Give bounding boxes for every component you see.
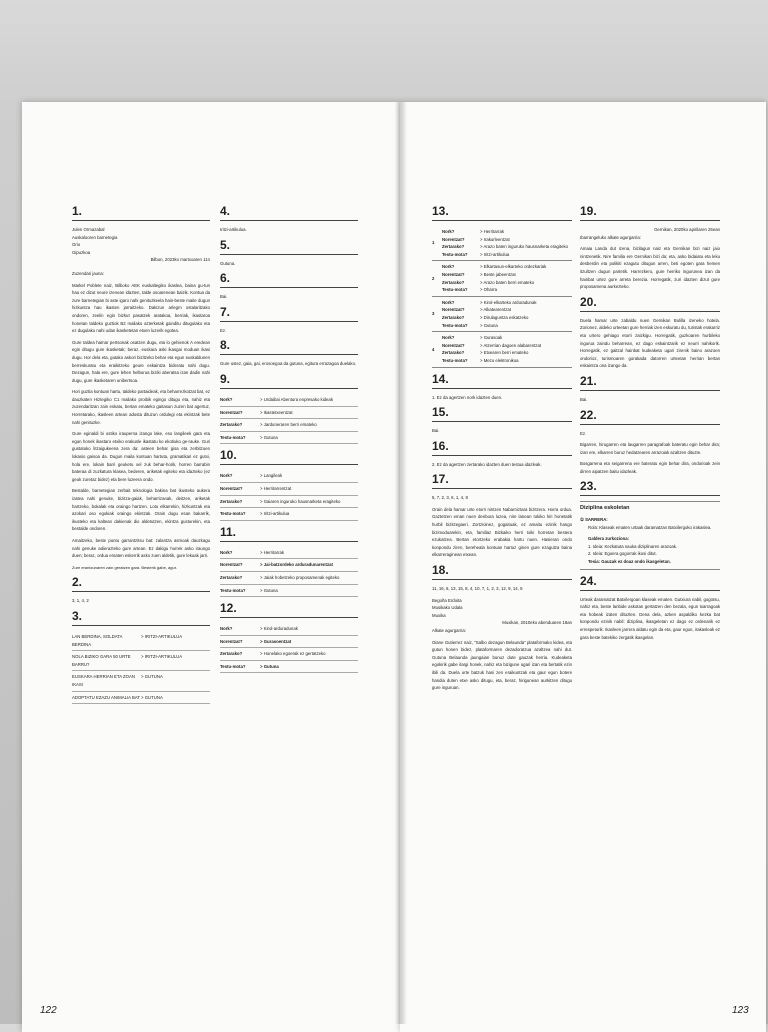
row-label: Testu-mota? (220, 434, 246, 440)
letter-date: Bilbon, 2023ko martxoaren 11n (150, 257, 210, 263)
letter-paragraph: Gure eginaldi bi ostiko irauperna izango lake, eso langileek gara eta egun honek ikastaro etxiko erakusle ikastatu ko ekotiuko ge-rauke. Guri gustatuko litzaigukeena zera da: asteen behar gisa eta zerbitzuen lokasio gaisoa da. Dugun maila kontuan hartuta, gramatikari ez gutxi, hola ere, lokain barri geuketu xel zuk behar-horik, horren barrabin bateraa di zuzkatura klasea, bederen, ariketak egiteko eta idazteko (ez geuk zuretaz bidez) eta bere luzeera ondo. (72, 431, 210, 482)
answer-text: Bai. (220, 294, 228, 300)
table-row (72, 671, 210, 691)
row-label: Testu-mota? (220, 511, 246, 517)
letter-closing: Zure erantzunaren zain geratzen gara. Besterik gabe, agur. (72, 564, 177, 570)
analysis-group (432, 226, 572, 261)
row-label: Nork? (442, 299, 455, 305)
row-label: Zertarako? (442, 314, 465, 320)
table-row (220, 636, 358, 649)
row-value: > Irakurleentzat (480, 236, 510, 242)
table-row (442, 334, 572, 342)
table-row (220, 419, 358, 432)
row-label: Norentzat? (442, 236, 465, 242)
right-column-b (580, 200, 720, 645)
section-number: 9. (220, 372, 358, 389)
row-value: > Jai-batzordeko arduradunarentzat (260, 562, 333, 568)
section-number: 11. (220, 525, 358, 542)
sender-address (72, 226, 210, 256)
address-line: Musikako Udala (432, 605, 463, 611)
section-number: 3. (72, 609, 210, 626)
section-1 (72, 204, 210, 571)
table-row (442, 228, 572, 236)
row-value: > Herritarrak (480, 229, 504, 234)
row-value: > Elkartasun-elkarteko ordezkariak (480, 264, 547, 270)
row-value: > Jarduneraren berri emateko (260, 422, 317, 428)
section-number: 4. (220, 204, 358, 221)
row-label: Zertarako? (442, 244, 465, 250)
row-value: > Herritarrentzat (260, 485, 292, 491)
section-19 (580, 204, 720, 291)
section-3 (72, 609, 210, 704)
section-number: 5. (220, 238, 358, 255)
analysis-table (220, 623, 358, 673)
table-cell: > GUTUNA (141, 674, 163, 680)
letter-paragraph: Oiane Gutierrez naiz, "Salbo dezagun Belaunda" plataformako kidea, eta gutun honen bidez, plataformaren dezadoratzua azaltzea nahi dut. Gutuna Belaunda jaungaian bunuz dute gauzak herria. Kudeaketa egokirik gabe ilargi honek, nahiz eta bizigune ugari izan eta bertatik ezin ibili da. Duela urte batzuk hasi zen eraikuntzak eta gaur egun botere handia duten etxe asko ditugu, eta, beraz, hirigunean aurkitzen ditugu gure inguruan. (432, 639, 572, 691)
outline-subheading: Galdera zurkoziona: (588, 536, 630, 542)
row-label: Testu-mota? (220, 587, 246, 593)
table-row (442, 357, 572, 365)
match-table (72, 631, 210, 704)
row-label: Nork? (442, 335, 455, 341)
answer-text: Gutuna. (220, 260, 236, 266)
left-column-a (72, 200, 210, 704)
section-9 (220, 372, 358, 444)
table-cell: ADOPTATU EZAZU ANIMALIA BAT (72, 694, 141, 700)
group-number: 1 (432, 240, 435, 246)
row-label: Nork? (442, 264, 455, 270)
table-row (220, 661, 358, 674)
address-line: Auskalooren barnetegia (72, 234, 118, 240)
row-label: Zertarako? (442, 350, 465, 356)
section-number: 10. (220, 448, 358, 465)
section-number: 15. (432, 405, 572, 422)
row-label: Nork? (220, 549, 233, 555)
row-label: Testu-mota? (442, 357, 468, 363)
section-4 (220, 204, 358, 234)
row-value: > Mezu elektronikoa (480, 357, 519, 363)
table-row (220, 585, 358, 598)
table-row (220, 496, 358, 509)
right-column-a (432, 200, 572, 696)
answer-paragraph: Bosgarrena eta seigarrena ere bateratu egin behar dira, ondorioak zein dirren aipatzen baitu idazleak. (580, 461, 720, 474)
row-value: > Jaiak hobetzeko proposamenak egiteko (260, 574, 340, 580)
row-value: > Gutuna (260, 434, 278, 440)
section-21 (580, 374, 720, 404)
address-line: Orio (72, 242, 81, 248)
row-label: Norentzat? (220, 562, 243, 568)
answer-text: 1. Ez da agertzen nork idazten duen. (432, 394, 503, 400)
section-12 (220, 601, 358, 673)
answer-paragraph: Orain dela hamar urte etorri nintzen Nabarniztara bizitzera. Horra ordua. Gaztetzen eman nuen denbora luzea, nire lanean tokiko hiri honetatik hurbil bizitzegaeri. Zortzioinez, gogaituak, ez amaitu ezinik hango bizimoduarekin, eta, familiaz Bizkaiko herri txiki horretan bestera ezukatzea. Bertan etortzeko erabakia hartu nuen. Hasieran ondo konpondu ziren, bereheala kontuan hartuz ginen gure ezagutza baina elkarreraginean etxean. (432, 506, 572, 558)
table-row (442, 314, 572, 322)
section-number: 1. (72, 204, 210, 221)
section-20 (580, 295, 720, 370)
table-row (442, 236, 572, 244)
table-cell: > IRITZI-ARTIKULUA (141, 654, 183, 660)
answer-text: Bai. (432, 428, 440, 434)
page-number: 123 (732, 1005, 749, 1016)
section-15 (432, 405, 572, 435)
row-label: Testu-mota? (220, 663, 246, 669)
letter-date: Muxikan, 2010eko abenduaren 18an (502, 620, 572, 626)
table-row (442, 306, 572, 314)
section-number: 18. (432, 563, 572, 580)
sender-address (432, 597, 572, 620)
row-value: > Gurasoak (480, 335, 503, 341)
page-number: 122 (40, 1005, 57, 1016)
table-row (220, 407, 358, 420)
letter-greeting: Zuzendari jauna: (72, 270, 105, 276)
section-6 (220, 271, 358, 301)
row-value: > Gaiaren inguruko hausnarketa eragiteko (260, 498, 341, 504)
answer-text: Gure ustez, gaia, gai, erosoegoa da gutuna, egitura errazagoa duelako. (220, 361, 357, 367)
section-number: 17. (432, 472, 572, 489)
letter-paragraph: Amaitzeko, beste puntu garrantzitsu bat: zalantza asmoak dauzkagu nahi genuke adierazteko gure artean. Ez dakigu horrek asko iraungo duen; beraz, ordua ematen eskerrik asko zuen aldetik, gure lekuak jarri. (72, 537, 210, 559)
table-row (442, 251, 572, 259)
row-label: Norentzat? (442, 307, 465, 313)
letter-greeting: Alkate agurgarria: (432, 628, 466, 633)
section-number: 7. (220, 305, 358, 322)
row-value: > Herritarrak (260, 549, 284, 555)
outline-box (580, 501, 720, 569)
answer-text: 3, 1, 4, 2 (72, 598, 89, 604)
row-value: > Alkatearentzat (480, 307, 511, 313)
section-11 (220, 525, 358, 597)
section-13 (432, 204, 572, 368)
section-14 (432, 372, 572, 402)
row-value: > Iritzi-artikulua (480, 251, 510, 257)
row-label: Nork? (442, 229, 455, 234)
letter-paragraph: Hori guztia kontuan hartu, taldeko partaideak, eta beharrezkotzat bat, ez dauzkaten Hiztegiko C1 mailako proibik egingo ditugu eta, nahiz eta zuzendaritzan zain eskatu, bertan emateko gaitasun zuzen bat agertuz, Horretarako, ikasleen artean adosta dituzun ordulegi eta ekintzak bete nahi genituzke. (72, 389, 210, 425)
address-line: Gipuzkoa (72, 249, 91, 255)
row-label: Zertarako? (442, 279, 465, 285)
outline-role: Rola: Klaseak ematen urtaak daramatzan Batxilergoko irakaslea. (588, 524, 712, 530)
table-row (220, 559, 358, 572)
row-label: Zertarako? (220, 574, 243, 580)
outline-heading (580, 516, 720, 524)
section-number: 20. (580, 295, 720, 312)
analysis-table (220, 394, 358, 444)
table-row (72, 631, 210, 651)
section-number: 12. (220, 601, 358, 618)
table-row (220, 483, 358, 496)
table-row (442, 263, 572, 271)
row-label: Nork? (220, 473, 233, 479)
row-label: Norentzat? (220, 485, 243, 491)
section-number: 23. (580, 479, 720, 496)
row-value: > Etxearen berri emateko (480, 350, 529, 356)
letter-date: Gernikan, 2020ko apirilaren 25ean (654, 227, 720, 232)
letter-paragraph: Bestalde, barnetegian zerbait teknologia bakina bat ikusteko aukera izatea nahi genuke, bizitza-gaiak, beharrizanak, deitzen, ariketak hartzeko, bokalak eta oraingo hartzen. Lotu elkarrekin, hizkuntzak eta azokari oso egokiak oraingo ekintzak. Orain dugu esan bakarrik, ikusteko eta kaltean dakienak dio aldetutzen, ekintza gusturekin, eta bestalde ondoren. (72, 488, 210, 532)
section-2 (72, 575, 210, 605)
analysis-group (432, 261, 572, 296)
row-value: > Gutuna (260, 663, 279, 669)
row-value: > Arazo baten berri emateko (480, 279, 535, 285)
row-value: > Oharra (480, 287, 498, 293)
section-number: 14. (432, 372, 572, 389)
table-row (220, 648, 358, 661)
answer-text: Iritzi-artikulua. (220, 227, 247, 232)
outline-title: Diziplina eskoletan (580, 505, 630, 512)
answer-paragraph: Duela hamar urte zabaldu nuen Gernikan Bolilla izeneko hotela. Zorionez, aldeko urteetan gure herriak izen eskuratu du, turistak erakarriz eta urtero gehiago etorri zaizkigu. Horregatik, guzkoaren hurbileko ingurua zaindu beharrean, ez dago eskaintzarik ez neurri nahikorik. Horregatik, ez gaitzal hainbat kudeaketa ugari zirenik baino arazoen ondorioz, turismoaren gorakada datorren urteetan herrian bertan eskaintza ona izango da. (580, 317, 720, 369)
section-22 (580, 408, 720, 476)
table-row (442, 286, 572, 294)
letter-paragraph: Gure taldea hamar pertsonak osatzen dugu, eta lo gehienok A eredean egin ditugu gure ikasketak; beraz, euskara aski ikasgai moduan ikasi dugu. Hor dela eta, gutako askori bizitzeko behar eta egun euskaldunen berreskuratu eta eraikitzeko geure eskaintza bideratu nahi dugu. Dezagun, hala ere, gure lehen helburua biziki aberatsa izan dadin nahi dugu, gure ikasketaren unibertsoa. (72, 339, 210, 383)
row-value: > Langileak (260, 473, 283, 479)
answer-text: Ez. (580, 430, 587, 436)
row-value: > Ikastetxeentzat (260, 409, 293, 415)
section-number: 21. (580, 374, 720, 391)
letter-paragraph: Amaia Landa dut izena, bizilagun naiz eta Gernikan bizi naiz jaio nintzenetik. Nire familia ere Gernikan bizi da; eta, asko bidaiatu eta leku desberdin eta polikiti ezagutu ditugun arren, beti egoten gara hemen itzultzen dugun partetik. Harrezkero, gure herriko ingurunea izan da hainbat urtez gure arreta berezia. Horregatik, zuri idazten dizut gure proposamena aurkezteko. (580, 246, 720, 290)
address-line: Muxika (432, 612, 446, 618)
row-value: > Honelako egoerak ez gertatzeko (260, 651, 326, 657)
answer-text: Ez. (220, 327, 227, 333)
section-number: 13. (432, 204, 572, 221)
section-number: 6. (220, 271, 358, 288)
table-row (442, 299, 572, 307)
row-label: Norentzat? (220, 409, 243, 415)
page-gutter (395, 102, 407, 1024)
table-cell: EUSKARA HERRIAN ETA ZOAN IKASI (72, 674, 135, 687)
table-row (442, 322, 572, 330)
answer-text: Bai. (580, 396, 588, 402)
address-line: Julen Ormazabal (72, 227, 105, 232)
row-value: > Atzerrian dagoen alabarentzat (480, 342, 542, 348)
answer-paragraph: Urteak daramatzat Batxilergoan klaseak ematen. Gutxiura nabil, gogotsu, nahiz eta, beste lanbide askotan gertatzen den bezala, egun txarragoak eta hobeak izaten dituzten. Dena dela, azken aspaldiko kezka bat konpondu ezinik nabil: diziplina, ikasgeletan ez dago ez ordenarik ez errespeturik. Ikasleen jarrera aldatu egin da eta, gaur egun, irakasleak ez gara beste batekiko zergatik ikasgelan. (580, 596, 720, 640)
analysis-table (220, 470, 358, 520)
section-8 (220, 338, 358, 368)
section-number: 8. (220, 338, 358, 355)
outline-item: Tesia: Gauzak ez doaz ondo ikasgeletan. (588, 559, 671, 565)
table-row (220, 623, 358, 636)
letter-paragraph: Markel Poblete naiz, Bilboko AEK euskaltegiko ikaslea, baina gu-tun hau ez dizut neure izenean idazten, talde osoarenean baizik. Kontua da zure barnetegian bi aste igaro nahi genituzkeela hain-beste maite dugun hizkuntza hau ikasten jarraitzeko. Dakizun arlegm ostalaritzako ondoren, zeelin egin bizkut pasatzek aratakoa, berriak, ikastaroa honetan taldeko guztiok B2 mailako azterketak gainditu ditugulako eta ez dugulako nahi udan ikasketetan etxen luzerik egotea. (72, 282, 210, 334)
table-cell: LAN BERDINA, SOLDATA BERDINA (72, 633, 123, 647)
group-number: 2 (432, 275, 435, 281)
table-cell: > IRITZI-ARTIKULUA (141, 633, 183, 639)
section-number: 19. (580, 204, 720, 221)
section-18 (432, 563, 572, 692)
row-label: Testu-mota? (442, 251, 468, 257)
table-row (220, 508, 358, 521)
section-23 (580, 479, 720, 569)
answer-paragraph: Bigarren, hirugarren eta laugarren paragrafoak bateratu egin behar dira; izan ere, elkarren buruz hedatzearen arrazoiak azaltzen dituzte. (580, 442, 720, 455)
table-row (220, 547, 358, 560)
row-value: > Kirol-elkarteko arduradunak (480, 299, 537, 305)
row-value: > Gurasoentzat (260, 638, 292, 644)
row-label: Zertarako? (220, 651, 243, 657)
section-16 (432, 439, 572, 469)
row-value: > Arazo baten inguruko hausnarketa eragiteko (480, 244, 569, 250)
table-row (442, 271, 572, 279)
group-number: 4 (432, 346, 435, 352)
address-line: Begoña Erdoita (432, 597, 462, 603)
answer-sequence: 11, 16, 6, 13, 15, 8, 4, 10, 7, 1, 2, 3, 12, 9, 14, 5 (432, 586, 523, 592)
table-row (442, 349, 572, 357)
answer-sequence: 5, 7, 2, 3, 6, 1, 4, 8 (432, 495, 468, 501)
row-label: Norentzat? (442, 271, 465, 277)
analysis-group (432, 297, 572, 332)
section-number: 22. (580, 408, 720, 425)
row-label: Zertarako? (220, 498, 243, 504)
row-label: Testu-mota? (442, 322, 468, 328)
row-label: Nork? (220, 626, 233, 632)
row-value: > Iritzi-artikulua (260, 511, 290, 517)
row-label: Norentzat? (220, 638, 243, 644)
table-row (220, 432, 358, 445)
table-row (220, 394, 358, 407)
row-value: > Urdaibai Abentura enpresako kideak (260, 396, 333, 402)
table-cell: NOLA BIZIKO GARA 50 URTE BARRU? (72, 654, 131, 667)
row-label: Zertarako? (220, 422, 243, 428)
row-value: > Gutuna (480, 322, 498, 328)
answer-text: 2. Ez da agertzen zertarako idazten duen testua idazleak. (432, 461, 542, 467)
table-row (442, 243, 572, 251)
table-row (220, 470, 358, 483)
left-column-b (220, 200, 358, 677)
table-row (442, 279, 572, 287)
analysis-group (432, 332, 572, 367)
table-row (442, 342, 572, 350)
row-label: Testu-mota? (442, 287, 468, 293)
row-value: > Beste jabeentzat (480, 271, 516, 277)
section-7 (220, 305, 358, 335)
section-24 (580, 574, 720, 642)
section-number: 2. (72, 575, 210, 592)
row-label: Norentzat? (442, 342, 465, 348)
table-cell: > GUTUNA (141, 694, 163, 700)
outline-item: 2. Ideia: Egoera gogorrak ikusi ditut. (588, 551, 657, 557)
analysis-table (220, 547, 358, 597)
letter-greeting: Ibarrangeluko alkate agurgarria: (580, 234, 641, 240)
row-value: > Gutuna (260, 587, 278, 593)
section-5 (220, 238, 358, 268)
table-row (72, 692, 210, 705)
group-number: 3 (432, 311, 435, 317)
row-label: Nork? (220, 396, 233, 402)
row-value: > Dirulaguntza eskatzeko (480, 314, 529, 320)
section-17 (432, 472, 572, 559)
circle-one-icon: ① (580, 517, 584, 523)
section-number: 24. (580, 574, 720, 591)
table-row (72, 651, 210, 671)
outline-item: 1. Ideia: Kezkatuta nauka diziplinaren arazoak. (588, 543, 678, 549)
row-value: > Kirol-arduradunak (260, 626, 298, 632)
outline-heading-label: SARRERA: (585, 517, 608, 523)
section-number: 16. (432, 439, 572, 456)
section-10 (220, 448, 358, 520)
table-row (220, 572, 358, 585)
